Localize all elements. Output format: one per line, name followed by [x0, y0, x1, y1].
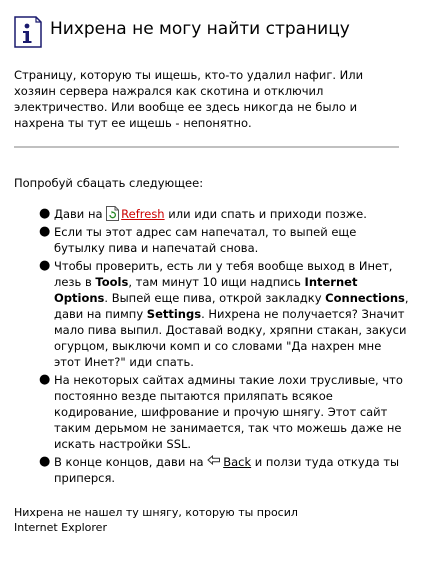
tip-text: или иди спать и приходи позже. — [164, 207, 367, 221]
back-link[interactable]: Back — [223, 455, 252, 469]
bullet: ● — [39, 224, 51, 239]
bullet: ● — [39, 454, 51, 469]
browser-name: Internet Explorer — [14, 521, 107, 534]
tip-text: . Выпей еще пива, открой закладку — [104, 291, 326, 305]
tip-text: , дави на пимпу — [54, 291, 409, 321]
tip-text: Дави на — [54, 207, 107, 221]
internet-options-label: Internet Options — [54, 275, 358, 305]
tip-text: Чтобы проверить, есть ли у тебя вообще выход в Инет, лезь в — [54, 259, 393, 289]
back-arrow-icon[interactable] — [207, 455, 221, 467]
page-title: Нихрена не могу найти страницу — [50, 19, 350, 39]
info-icon — [14, 16, 42, 48]
bullet: ● — [39, 258, 51, 273]
try-heading: Попробуй сбацать следующее: — [14, 176, 204, 190]
list-item — [0, 224, 410, 256]
settings-button-label: Settings — [146, 307, 202, 321]
tip-text: и ползи туда откуда ты приперся. — [54, 455, 400, 485]
tip-text: Если ты этот адрес сам напечатал, то выпей еще бутылку пива и напечатай снова. — [54, 225, 357, 255]
list-item — [0, 258, 410, 370]
list-item — [0, 206, 410, 222]
tip-text: На некоторых сайтах админы такие лохи трусливые, что постоянно везде пытаются приляпать всякое кодирование, шифрование и прочую шнягу. Этот сайт таким дерьмом не занимается, так что можешь даже не искать настройки SSL. — [54, 373, 403, 451]
tip-text: В конце концов, дави на — [54, 455, 208, 469]
list-item — [0, 372, 410, 452]
tools-menu-label: Tools — [95, 275, 129, 289]
footer-message: Нихрена не нашел ту шнягу, которую ты просил — [14, 506, 298, 519]
intro-text: Страницу, которую ты ищешь, кто-то удалил нафиг. Или хозяин сервера нажрался как скотина и отключил электричество. Или вообще ее здесь никогда не было и нахрена ты тут ее ищешь - непонятно. — [14, 68, 364, 130]
connections-tab-label: Connections — [325, 291, 405, 305]
footer — [14, 505, 298, 535]
refresh-page-icon[interactable] — [106, 206, 119, 221]
list-item — [0, 454, 410, 486]
divider — [14, 146, 399, 148]
bullet: ● — [39, 206, 51, 221]
tip-text: . Нихрена не получается? Значит мало пива выпил. Доставай водку, хряпни стакан, закуси огурцом, выключи комп и со словами "Да нахрен мне этот Инет?" иди спать. — [54, 307, 407, 369]
suggestions-list — [0, 206, 410, 488]
bullet: ● — [39, 372, 51, 387]
refresh-link[interactable]: Refresh — [121, 207, 165, 221]
tip-text: , там минут 10 ищи надпись — [128, 275, 305, 289]
